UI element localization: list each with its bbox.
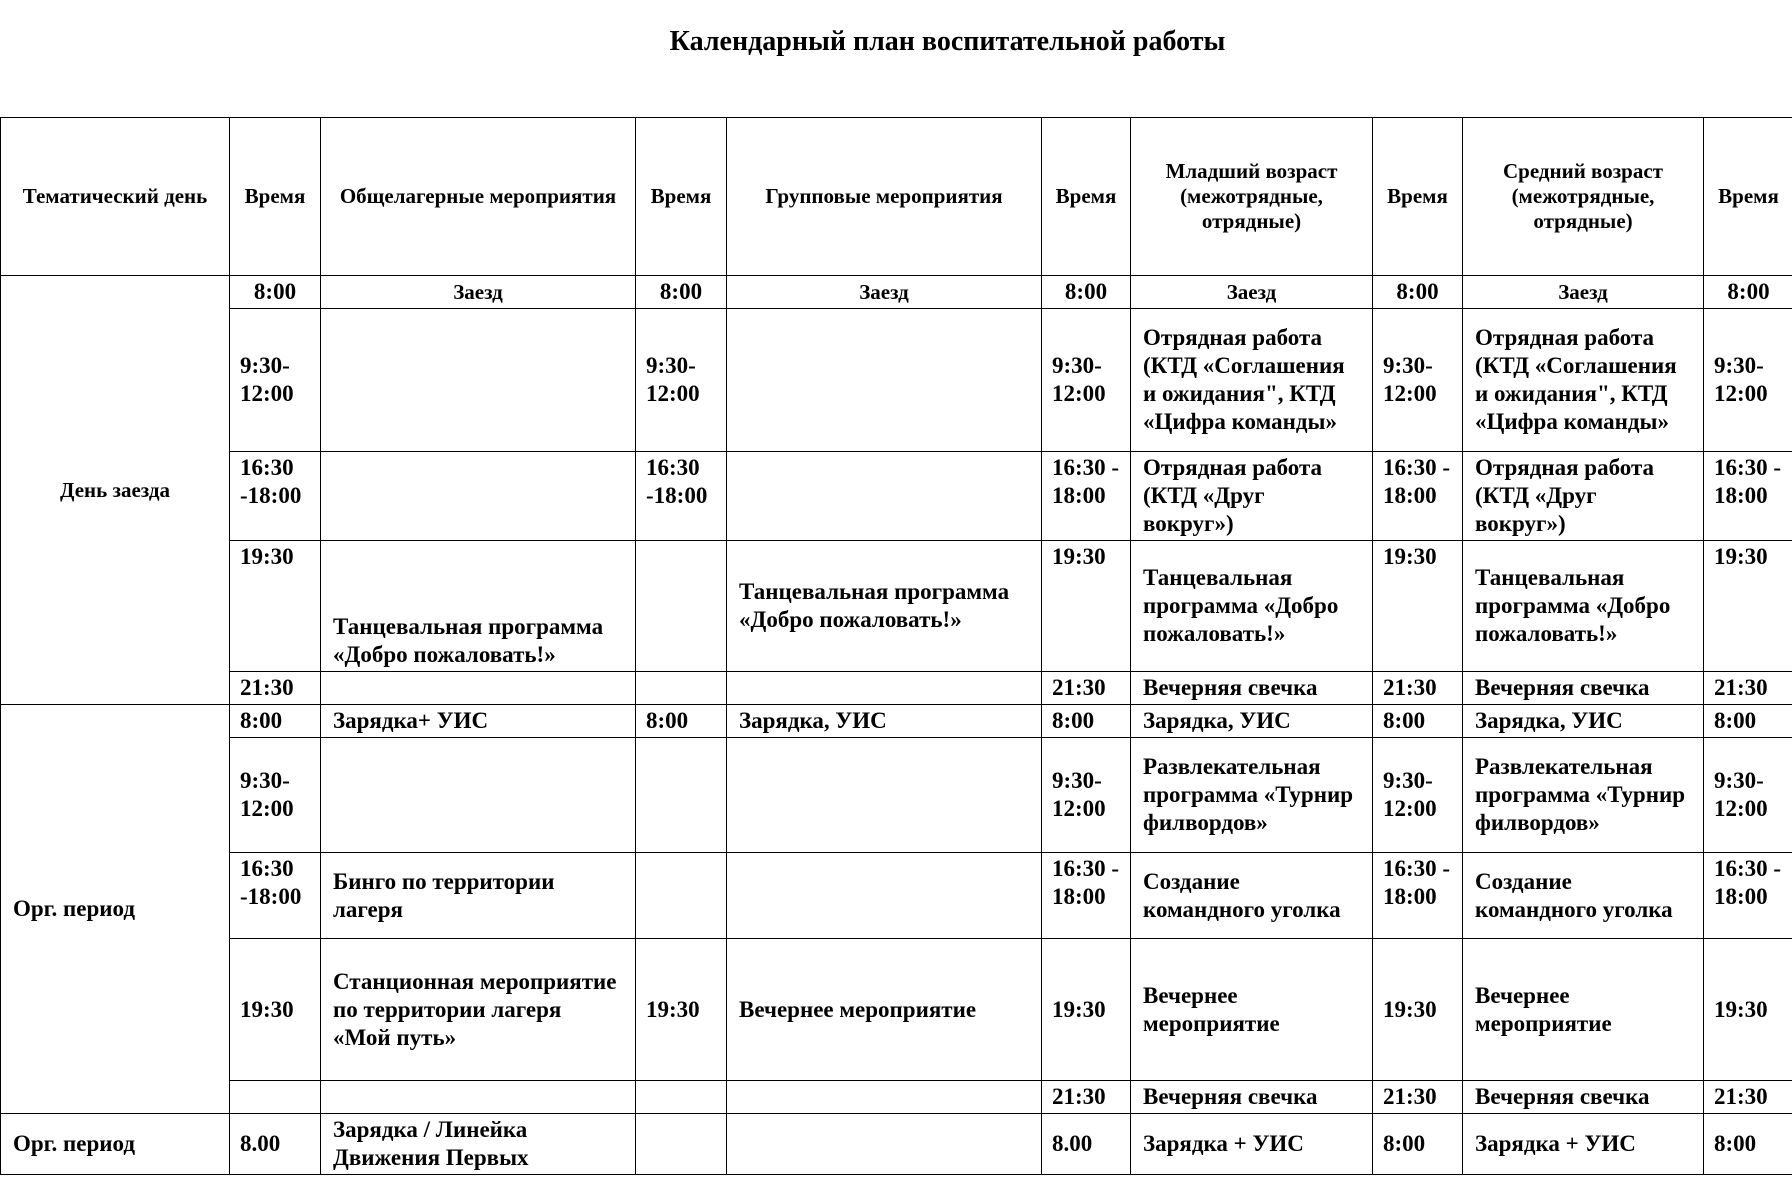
group-activity: Танцевальная программа «Добро пожаловать!» bbox=[727, 541, 1042, 672]
time-cell: 16:30 - 18:00 bbox=[1042, 452, 1131, 541]
empty-cell bbox=[727, 672, 1042, 705]
junior-activity: Вечернее мероприятие bbox=[1131, 939, 1373, 1081]
camp-wide-activity: Станционная мероприятие по территории лагеря «Мой путь» bbox=[321, 939, 636, 1081]
time-cell: 9:30-12:00 bbox=[1373, 738, 1463, 853]
middle-activity: Танцевальная программа «Добро пожаловать!» bbox=[1463, 541, 1704, 672]
empty-cell bbox=[727, 309, 1042, 452]
time-cell: 21:30 bbox=[1042, 672, 1131, 705]
time-cell: 21:30 bbox=[1704, 672, 1792, 705]
time-cell: 21:30 bbox=[1042, 1081, 1131, 1114]
middle-activity: Создание командного уголка bbox=[1463, 853, 1704, 939]
time-cell: 16:30 -18:00 bbox=[230, 452, 321, 541]
camp-wide-activity: Зарядка / Линейка Движения Первых bbox=[321, 1114, 636, 1175]
empty-cell bbox=[636, 541, 727, 672]
junior-activity: Зарядка, УИС bbox=[1131, 705, 1373, 738]
header-time: Время bbox=[1042, 118, 1131, 276]
empty-cell bbox=[321, 309, 636, 452]
middle-activity: Отрядная работа (КТД «Соглашения и ожидания", КТД «Цифра команды» bbox=[1463, 309, 1704, 452]
middle-activity: Вечернее мероприятие bbox=[1463, 939, 1704, 1081]
page-title: Календарный план воспитательной работы bbox=[669, 26, 1226, 57]
table-row bbox=[1, 452, 1792, 541]
header-camp-wide: Общелагерные мероприятия bbox=[321, 118, 636, 276]
time-cell: 9:30-12:00 bbox=[636, 309, 727, 452]
empty-cell bbox=[321, 738, 636, 853]
camp-wide-activity: Танцевальная программа «Добро пожаловать!» bbox=[321, 541, 636, 672]
empty-cell bbox=[727, 738, 1042, 853]
junior-activity: Вечерняя свечка bbox=[1131, 1081, 1373, 1114]
schedule-table bbox=[0, 117, 1792, 1175]
table-row bbox=[1, 309, 1792, 452]
header-theme-day: Тематический день bbox=[1, 118, 230, 276]
empty-cell bbox=[636, 1114, 727, 1175]
time-cell: 19:30 bbox=[1042, 541, 1131, 672]
middle-activity: Развлекательная программа «Турнир филвордов» bbox=[1463, 738, 1704, 853]
time-cell: 8:00 bbox=[636, 276, 727, 309]
empty-cell bbox=[727, 1114, 1042, 1175]
time-cell: 9:30-12:00 bbox=[1042, 309, 1131, 452]
time-cell: 19:30 bbox=[1042, 939, 1131, 1081]
time-cell: 8:00 bbox=[1704, 1114, 1792, 1175]
time-cell: 16:30 -18:00 bbox=[636, 452, 727, 541]
table-row bbox=[1, 1114, 1792, 1175]
time-cell: 16:30 -18:00 bbox=[230, 853, 321, 939]
time-cell: 8.00 bbox=[230, 1114, 321, 1175]
header-junior: Младший возраст (межотрядные, отрядные) bbox=[1131, 118, 1373, 276]
time-cell: 8:00 bbox=[636, 705, 727, 738]
time-cell: 16:30 - 18:00 bbox=[1042, 853, 1131, 939]
time-cell: 8:00 bbox=[1704, 276, 1792, 309]
table-row bbox=[1, 1081, 1792, 1114]
header-time: Время bbox=[636, 118, 727, 276]
time-cell: 16:30 - 18:00 bbox=[1704, 853, 1792, 939]
camp-wide-activity: Бинго по территории лагеря bbox=[321, 853, 636, 939]
time-cell: 19:30 bbox=[230, 939, 321, 1081]
header-middle: Средний возраст (межотрядные, отрядные) bbox=[1463, 118, 1704, 276]
time-cell: 21:30 bbox=[230, 672, 321, 705]
empty-cell bbox=[727, 452, 1042, 541]
empty-cell bbox=[636, 853, 727, 939]
arrival-cell: Заезд bbox=[321, 276, 636, 309]
theme-day-cell: Орг. период bbox=[1, 1114, 230, 1175]
empty-cell bbox=[321, 672, 636, 705]
theme-day-cell: День заезда bbox=[1, 276, 230, 705]
time-cell: 19:30 bbox=[1373, 939, 1463, 1081]
time-cell: 19:30 bbox=[1704, 939, 1792, 1081]
junior-activity: Вечерняя свечка bbox=[1131, 672, 1373, 705]
time-cell: 19:30 bbox=[230, 541, 321, 672]
theme-day-cell: Орг. период bbox=[1, 705, 230, 1114]
time-cell: 8:00 bbox=[1373, 1114, 1463, 1175]
time-cell: 16:30 - 18:00 bbox=[1373, 452, 1463, 541]
header-time: Время bbox=[1704, 118, 1792, 276]
time-cell: 9:30-12:00 bbox=[1704, 309, 1792, 452]
time-cell: 8:00 bbox=[1042, 276, 1131, 309]
empty-cell bbox=[727, 1081, 1042, 1114]
time-cell: 21:30 bbox=[1373, 1081, 1463, 1114]
time-cell: 16:30 - 18:00 bbox=[1373, 853, 1463, 939]
time-cell: 16:30 - 18:00 bbox=[1704, 452, 1792, 541]
table-row bbox=[1, 672, 1792, 705]
empty-cell bbox=[321, 452, 636, 541]
time-cell: 21:30 bbox=[1704, 1081, 1792, 1114]
header-group-events: Групповые мероприятия bbox=[727, 118, 1042, 276]
time-cell: 8:00 bbox=[230, 276, 321, 309]
middle-activity: Вечерняя свечка bbox=[1463, 672, 1704, 705]
time-cell: 8:00 bbox=[1042, 705, 1131, 738]
empty-cell bbox=[727, 853, 1042, 939]
junior-activity: Танцевальная программа «Добро пожаловать!» bbox=[1131, 541, 1373, 672]
arrival-cell: Заезд bbox=[1131, 276, 1373, 309]
empty-cell bbox=[636, 672, 727, 705]
middle-activity: Отрядная работа (КТД «Друг вокруг») bbox=[1463, 452, 1704, 541]
time-cell: 9:30-12:00 bbox=[1373, 309, 1463, 452]
time-cell: 9:30-12:00 bbox=[1042, 738, 1131, 853]
time-cell: 8:00 bbox=[1373, 705, 1463, 738]
time-cell: 9:30-12:00 bbox=[1704, 738, 1792, 853]
empty-cell bbox=[636, 738, 727, 853]
group-activity: Вечернее мероприятие bbox=[727, 939, 1042, 1081]
arrival-cell: Заезд bbox=[1463, 276, 1704, 309]
table-row bbox=[1, 541, 1792, 672]
time-cell: 8:00 bbox=[230, 705, 321, 738]
header-time: Время bbox=[230, 118, 321, 276]
junior-activity: Отрядная работа (КТД «Соглашения и ожидания", КТД «Цифра команды» bbox=[1131, 309, 1373, 452]
junior-activity: Создание командного уголка bbox=[1131, 853, 1373, 939]
camp-wide-activity: Зарядка+ УИС bbox=[321, 705, 636, 738]
middle-activity: Зарядка, УИС bbox=[1463, 705, 1704, 738]
table-row bbox=[1, 939, 1792, 1081]
time-cell: 19:30 bbox=[636, 939, 727, 1081]
middle-activity: Вечерняя свечка bbox=[1463, 1081, 1704, 1114]
header-time: Время bbox=[1373, 118, 1463, 276]
empty-cell bbox=[230, 1081, 321, 1114]
empty-cell bbox=[321, 1081, 636, 1114]
time-cell: 19:30 bbox=[1373, 541, 1463, 672]
empty-cell bbox=[636, 1081, 727, 1114]
table-row bbox=[1, 738, 1792, 853]
table-row bbox=[1, 705, 1792, 738]
table-row bbox=[1, 853, 1792, 939]
time-cell: 21:30 bbox=[1373, 672, 1463, 705]
middle-activity: Зарядка + УИС bbox=[1463, 1114, 1704, 1175]
time-cell: 9:30-12:00 bbox=[230, 738, 321, 853]
time-cell: 8:00 bbox=[1704, 705, 1792, 738]
time-cell: 9:30-12:00 bbox=[230, 309, 321, 452]
time-cell: 19:30 bbox=[1704, 541, 1792, 672]
group-activity: Зарядка, УИС bbox=[727, 705, 1042, 738]
time-cell: 8:00 bbox=[1373, 276, 1463, 309]
junior-activity: Развлекательная программа «Турнир филвордов» bbox=[1131, 738, 1373, 853]
table-header-row bbox=[1, 118, 1792, 276]
junior-activity: Зарядка + УИС bbox=[1131, 1114, 1373, 1175]
time-cell: 8.00 bbox=[1042, 1114, 1131, 1175]
arrival-cell: Заезд bbox=[727, 276, 1042, 309]
table-row bbox=[1, 276, 1792, 309]
junior-activity: Отрядная работа (КТД «Друг вокруг») bbox=[1131, 452, 1373, 541]
